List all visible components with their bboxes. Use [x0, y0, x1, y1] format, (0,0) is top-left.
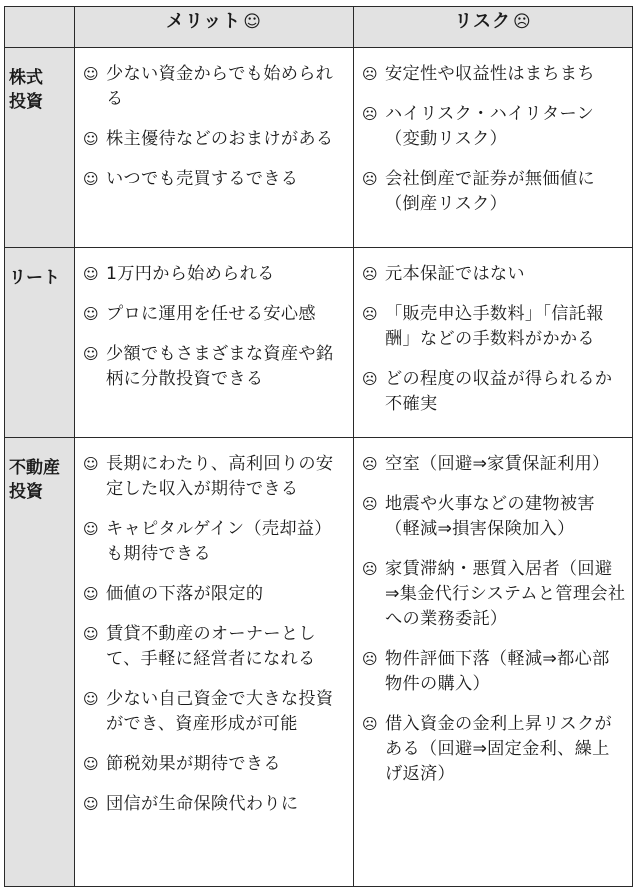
- risk-text: 物件評価下落（軽減⇒都心部物件の購入）: [385, 649, 610, 694]
- merit-item: [83, 167, 347, 192]
- smile-icon: ☺: [83, 170, 99, 188]
- row-reit: [5, 248, 633, 438]
- frown-icon: ☹: [362, 65, 378, 83]
- smile-icon: ☺: [83, 795, 99, 813]
- smile-icon: ☺: [83, 520, 99, 538]
- risk-item: [362, 367, 626, 417]
- risk-text: 元本保証ではない: [385, 264, 525, 284]
- smile-icon: ☺: [83, 625, 99, 643]
- merit-text: 団信が生命保険代わりに: [106, 794, 299, 814]
- merit-item: [83, 302, 347, 327]
- risk-cell: [354, 248, 633, 438]
- row-stock-investment: [5, 48, 633, 248]
- category-label: 不動産 投資: [9, 458, 60, 502]
- frown-icon: ☹: [362, 715, 378, 733]
- comparison-table-wrapper: [4, 6, 632, 885]
- risk-item: [362, 262, 626, 287]
- frown-icon: ☹: [362, 455, 378, 473]
- frown-icon: ☹: [362, 170, 378, 188]
- merit-item: [83, 582, 347, 607]
- category-label: 株式 投資: [9, 68, 43, 112]
- header-row: [5, 7, 633, 48]
- smile-icon: ☺: [83, 455, 99, 473]
- merit-text: 少額でもさまざまな資産や銘柄に分散投資できる: [106, 344, 334, 389]
- row-real-estate-investment: [5, 438, 633, 887]
- risk-text: 会社倒産で証券が無価値に（倒産リスク）: [385, 169, 595, 214]
- merit-text: 価値の下落が限定的: [106, 584, 264, 604]
- merit-item: [83, 342, 347, 392]
- merit-text: 1万円から始められる: [106, 264, 275, 284]
- merit-item: [83, 62, 347, 112]
- frown-icon: ☹: [362, 305, 378, 323]
- merit-item: [83, 792, 347, 817]
- risk-text: 安定性や収益性はまちまち: [385, 64, 595, 84]
- merit-text: 節税効果が期待できる: [106, 754, 281, 774]
- risk-item: [362, 167, 626, 217]
- merit-item: [83, 452, 347, 502]
- smile-icon: ☺: [83, 585, 99, 603]
- category-reit: [5, 248, 75, 438]
- frown-icon: ☹: [362, 560, 378, 578]
- merit-item: [83, 517, 347, 567]
- category-stock: [5, 48, 75, 248]
- risk-item: [362, 492, 626, 542]
- risk-item: [362, 302, 626, 352]
- smile-icon: ☺: [83, 305, 99, 323]
- merit-item: [83, 752, 347, 777]
- risk-text: 空室（回避⇒家賃保証利用）: [385, 454, 610, 474]
- merit-header: [75, 7, 354, 48]
- risk-cell: [354, 48, 633, 248]
- merit-item: [83, 622, 347, 672]
- frown-icon: ☹: [362, 495, 378, 513]
- smile-icon: ☺: [83, 265, 99, 283]
- risk-text: 地震や火事などの建物被害（軽減⇒損害保険加入）: [385, 494, 595, 539]
- frown-icon: ☹: [362, 370, 378, 388]
- merit-cell: [75, 48, 354, 248]
- smile-icon: ☺: [83, 130, 99, 148]
- merit-text: キャピタルゲイン（売却益）も期待できる: [106, 519, 332, 564]
- merit-item: [83, 687, 347, 737]
- risk-text: 「販売申込手数料」「信託報酬」などの手数料がかかる: [385, 304, 604, 349]
- merit-text: 少ない自己資金で大きな投資ができ、資産形成が可能: [106, 689, 334, 734]
- merit-text: 少ない資金からでも始められる: [106, 64, 334, 109]
- risk-item: [362, 557, 626, 632]
- investment-comparison-table: [4, 6, 633, 887]
- merit-item: [83, 262, 347, 287]
- merit-text: 長期にわたり、高利回りの安定した収入が期待できる: [106, 454, 334, 499]
- header-corner-cell: [5, 7, 75, 48]
- merit-cell: [75, 248, 354, 438]
- smile-icon: ☺: [243, 12, 262, 32]
- category-label: リート: [9, 268, 60, 288]
- frown-icon: ☹: [512, 12, 532, 32]
- frown-icon: ☹: [362, 105, 378, 123]
- smile-icon: ☺: [83, 755, 99, 773]
- frown-icon: ☹: [362, 265, 378, 283]
- smile-icon: ☺: [83, 690, 99, 708]
- merit-header-label: メリット: [165, 11, 242, 32]
- category-real-estate: [5, 438, 75, 887]
- risk-text: どの程度の収益が得られるか不確実: [385, 369, 613, 414]
- merit-text: いつでも売買するできる: [106, 169, 299, 189]
- smile-icon: ☺: [83, 345, 99, 363]
- risk-header: [354, 7, 633, 48]
- risk-item: [362, 647, 626, 697]
- merit-text: プロに運用を任せる安心感: [106, 304, 316, 324]
- risk-cell: [354, 438, 633, 887]
- frown-icon: ☹: [362, 650, 378, 668]
- risk-item: [362, 712, 626, 787]
- merit-text: 賃貸不動産のオーナーとして、手軽に経営者になれる: [106, 624, 316, 669]
- smile-icon: ☺: [83, 65, 99, 83]
- risk-item: [362, 62, 626, 87]
- risk-text: 借入資金の金利上昇リスクがある（回避⇒固定金利、繰上げ返済）: [385, 714, 612, 784]
- merit-cell: [75, 438, 354, 887]
- risk-text: ハイリスク・ハイリターン（変動リスク）: [385, 104, 595, 149]
- risk-header-label: リスク: [454, 11, 511, 32]
- risk-item: [362, 102, 626, 152]
- merit-text: 株主優待などのおまけがある: [106, 129, 334, 149]
- merit-item: [83, 127, 347, 152]
- risk-text: 家賃滞納・悪質入居者（回避⇒集金代行システムと管理会社への業務委託）: [385, 559, 626, 629]
- risk-item: [362, 452, 626, 477]
